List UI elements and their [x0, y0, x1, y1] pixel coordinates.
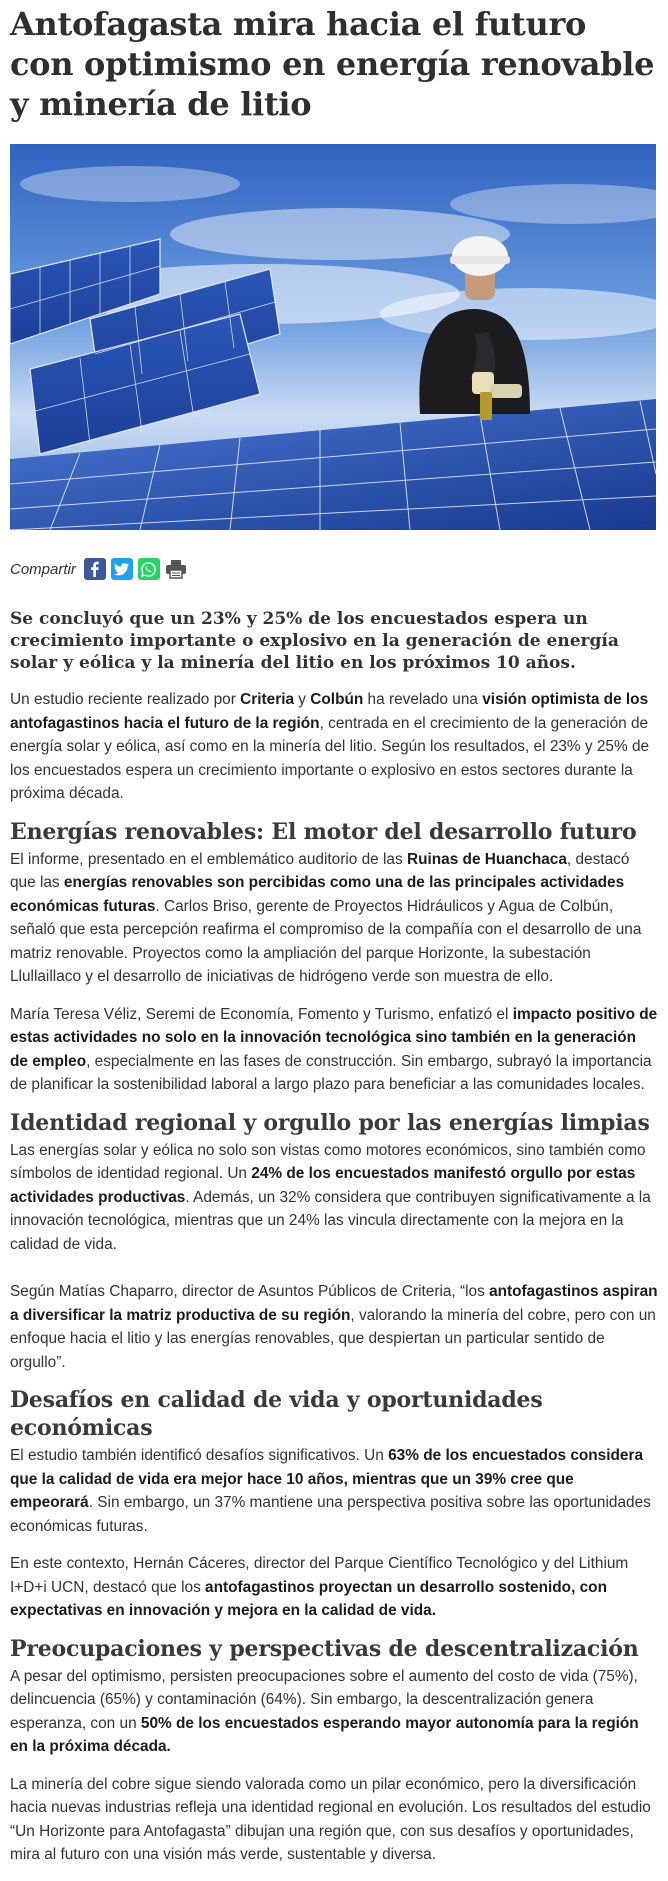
text-run: . Carlos Briso, gerente de Proyectos Hidráulicos y Agua de Colbún, señaló que esta percepción reafirma el compromiso de la compañía con el desarrollo de una matriz renovable. Proyectos como la ampliación del parque Horizonte, la subestación Llullaillaco y el desarrollo de iniciativas de hidrógeno verde son muestra de ello. — [10, 897, 642, 985]
bold-text: antofagastinos aspiran a diversificar la matriz productiva de su región — [10, 1283, 658, 1324]
whatsapp-icon[interactable] — [138, 558, 160, 580]
text-run: , centrada en el crecimiento de la generación de energía solar y eólica, así como en la minería del litio. Según los resultados, el 23% y 25% de los encuestados espera un crecimiento importante o explosivo en estos sectores durante la próxima década. — [10, 714, 650, 802]
text-run: En este contexto, Hernán Cáceres, director del Parque Científico Tecnológico y del Lithium I+D+i UCN, destacó que los — [10, 1555, 629, 1596]
paragraph-9 — [10, 1773, 658, 1867]
text-run: . Además, un 32% considera que contribuyen significativamente a la innovación tecnológica, mientras que un 24% las vincula directamente con la mejora en la calidad de vida. — [10, 1188, 651, 1253]
article-lead: Se concluyó que un 23% y 25% de los encuestados espera un crecimiento importante o explosivo en la generación de energía solar y eólica y la minería del litio en los próximos 10 años. — [10, 609, 619, 673]
bold-text: energías renovables son percibidas como una de las principales actividades económicas futuras — [10, 874, 625, 915]
section-heading-renovables: Energías renovables: El motor del desarrollo futuro — [10, 818, 637, 845]
bold-text: 50% de los encuestados esperando mayor autonomía para la región en la próxima década. — [10, 1714, 639, 1755]
bold-text: Criteria — [240, 691, 295, 708]
share-bar — [10, 556, 658, 582]
twitter-icon[interactable] — [111, 558, 133, 580]
text-run: Un estudio reciente realizado por — [10, 691, 241, 708]
text-run: La minería del cobre sigue siendo valorada como un pilar económico, pero la diversificación hacia nuevas industrias refleja una identidad regional en evolución. Los resultados del estudio “Un Horizonte para Antofagasta” dibujan una región que, con sus desafíos y oportunidades, mira al futuro con una visión más verde, sustentable y diversa. — [10, 1775, 651, 1863]
paragraph-2 — [10, 848, 658, 989]
paragraph-3 — [10, 1003, 658, 1097]
paragraph-4 — [10, 1139, 658, 1257]
solar-panel-worker-photo — [10, 144, 656, 530]
text-run: , especialmente en las fases de construcción. Sin embargo, subrayó la importancia de planificar la sostenibilidad laboral a largo plazo para beneficiar a las comunidades locales. — [10, 1052, 652, 1093]
section-heading-descentralizacion: Preocupaciones y perspectivas de descentralización — [10, 1635, 639, 1662]
paragraph-7 — [10, 1552, 658, 1623]
bold-text: 24% de los encuestados manifestó orgullo por estas actividades productivas — [10, 1165, 636, 1206]
bold-text: Ruinas de Huanchaca — [406, 850, 567, 868]
text-run: ha revelado una — [363, 691, 483, 708]
text-run: A pesar del optimismo, persisten preocupaciones sobre el aumento del costo de vida (75%), delincuencia (65%) y contaminación (64%). Sin embargo, la descentralización genera esperanza, con un — [10, 1667, 638, 1732]
section-heading-identidad: Identidad regional y orgullo por las energías limpias — [10, 1109, 650, 1136]
paragraph-6 — [10, 1444, 658, 1538]
text-run: Las energías solar y eólica no solo son vistas como motores económicos, sino también como símbolos de identidad regional. Un — [10, 1141, 646, 1182]
bold-text: visión optimista de los antofagastinos hacia el futuro de la región — [10, 691, 649, 732]
bold-text: impacto positivo de estas actividades no solo en la innovación tecnológica sino también en la generación de empleo — [10, 1005, 658, 1070]
text-run: María Teresa Véliz, Seremi de Economía, Fomento y Turismo, enfatizó el — [10, 1005, 513, 1023]
facebook-icon[interactable] — [84, 558, 106, 580]
section-heading-desafios: Desafíos en calidad de vida y oportunidades económicas — [10, 1387, 543, 1441]
bold-text: Colbún — [310, 691, 364, 708]
bold-text: 63% de los encuestados considera que la calidad de vida era mejor hace 10 años, mientras que un 39% cree que empeorará — [10, 1447, 644, 1511]
text-run: y — [294, 691, 311, 708]
article-title: Antofagasta mira hacia el futuro con optimismo en energía renovable y minería de litio — [10, 5, 655, 123]
paragraph-8 — [10, 1665, 658, 1759]
text-run: El informe, presentado en el emblemático auditorio de las — [10, 850, 407, 868]
text-run: Según Matías Chaparro, director de Asuntos Públicos de Criteria, “los — [10, 1283, 490, 1300]
text-run: . Sin embargo, un 37% mantiene una perspectiva positiva sobre las oportunidades económicas futuras. — [10, 1494, 651, 1535]
bold-text: antofagastinos proyectan un desarrollo sostenido, con expectativas en innovación y mejora en la calidad de vida. — [10, 1578, 607, 1619]
paragraph-1 — [10, 688, 658, 806]
text-run: El estudio también identificó desafíos significativos. Un — [10, 1447, 389, 1464]
share-label: Compartir — [10, 560, 76, 578]
print-icon[interactable] — [165, 558, 187, 580]
hero-image — [10, 144, 656, 530]
paragraph-5 — [10, 1280, 658, 1374]
text-run: , valorando la minería del cobre, pero con un enfoque hacia el litio y las energías renovables, que despiertan un particular sentido de orgullo”. — [10, 1306, 656, 1371]
text-run: , destacó que las — [10, 850, 630, 891]
